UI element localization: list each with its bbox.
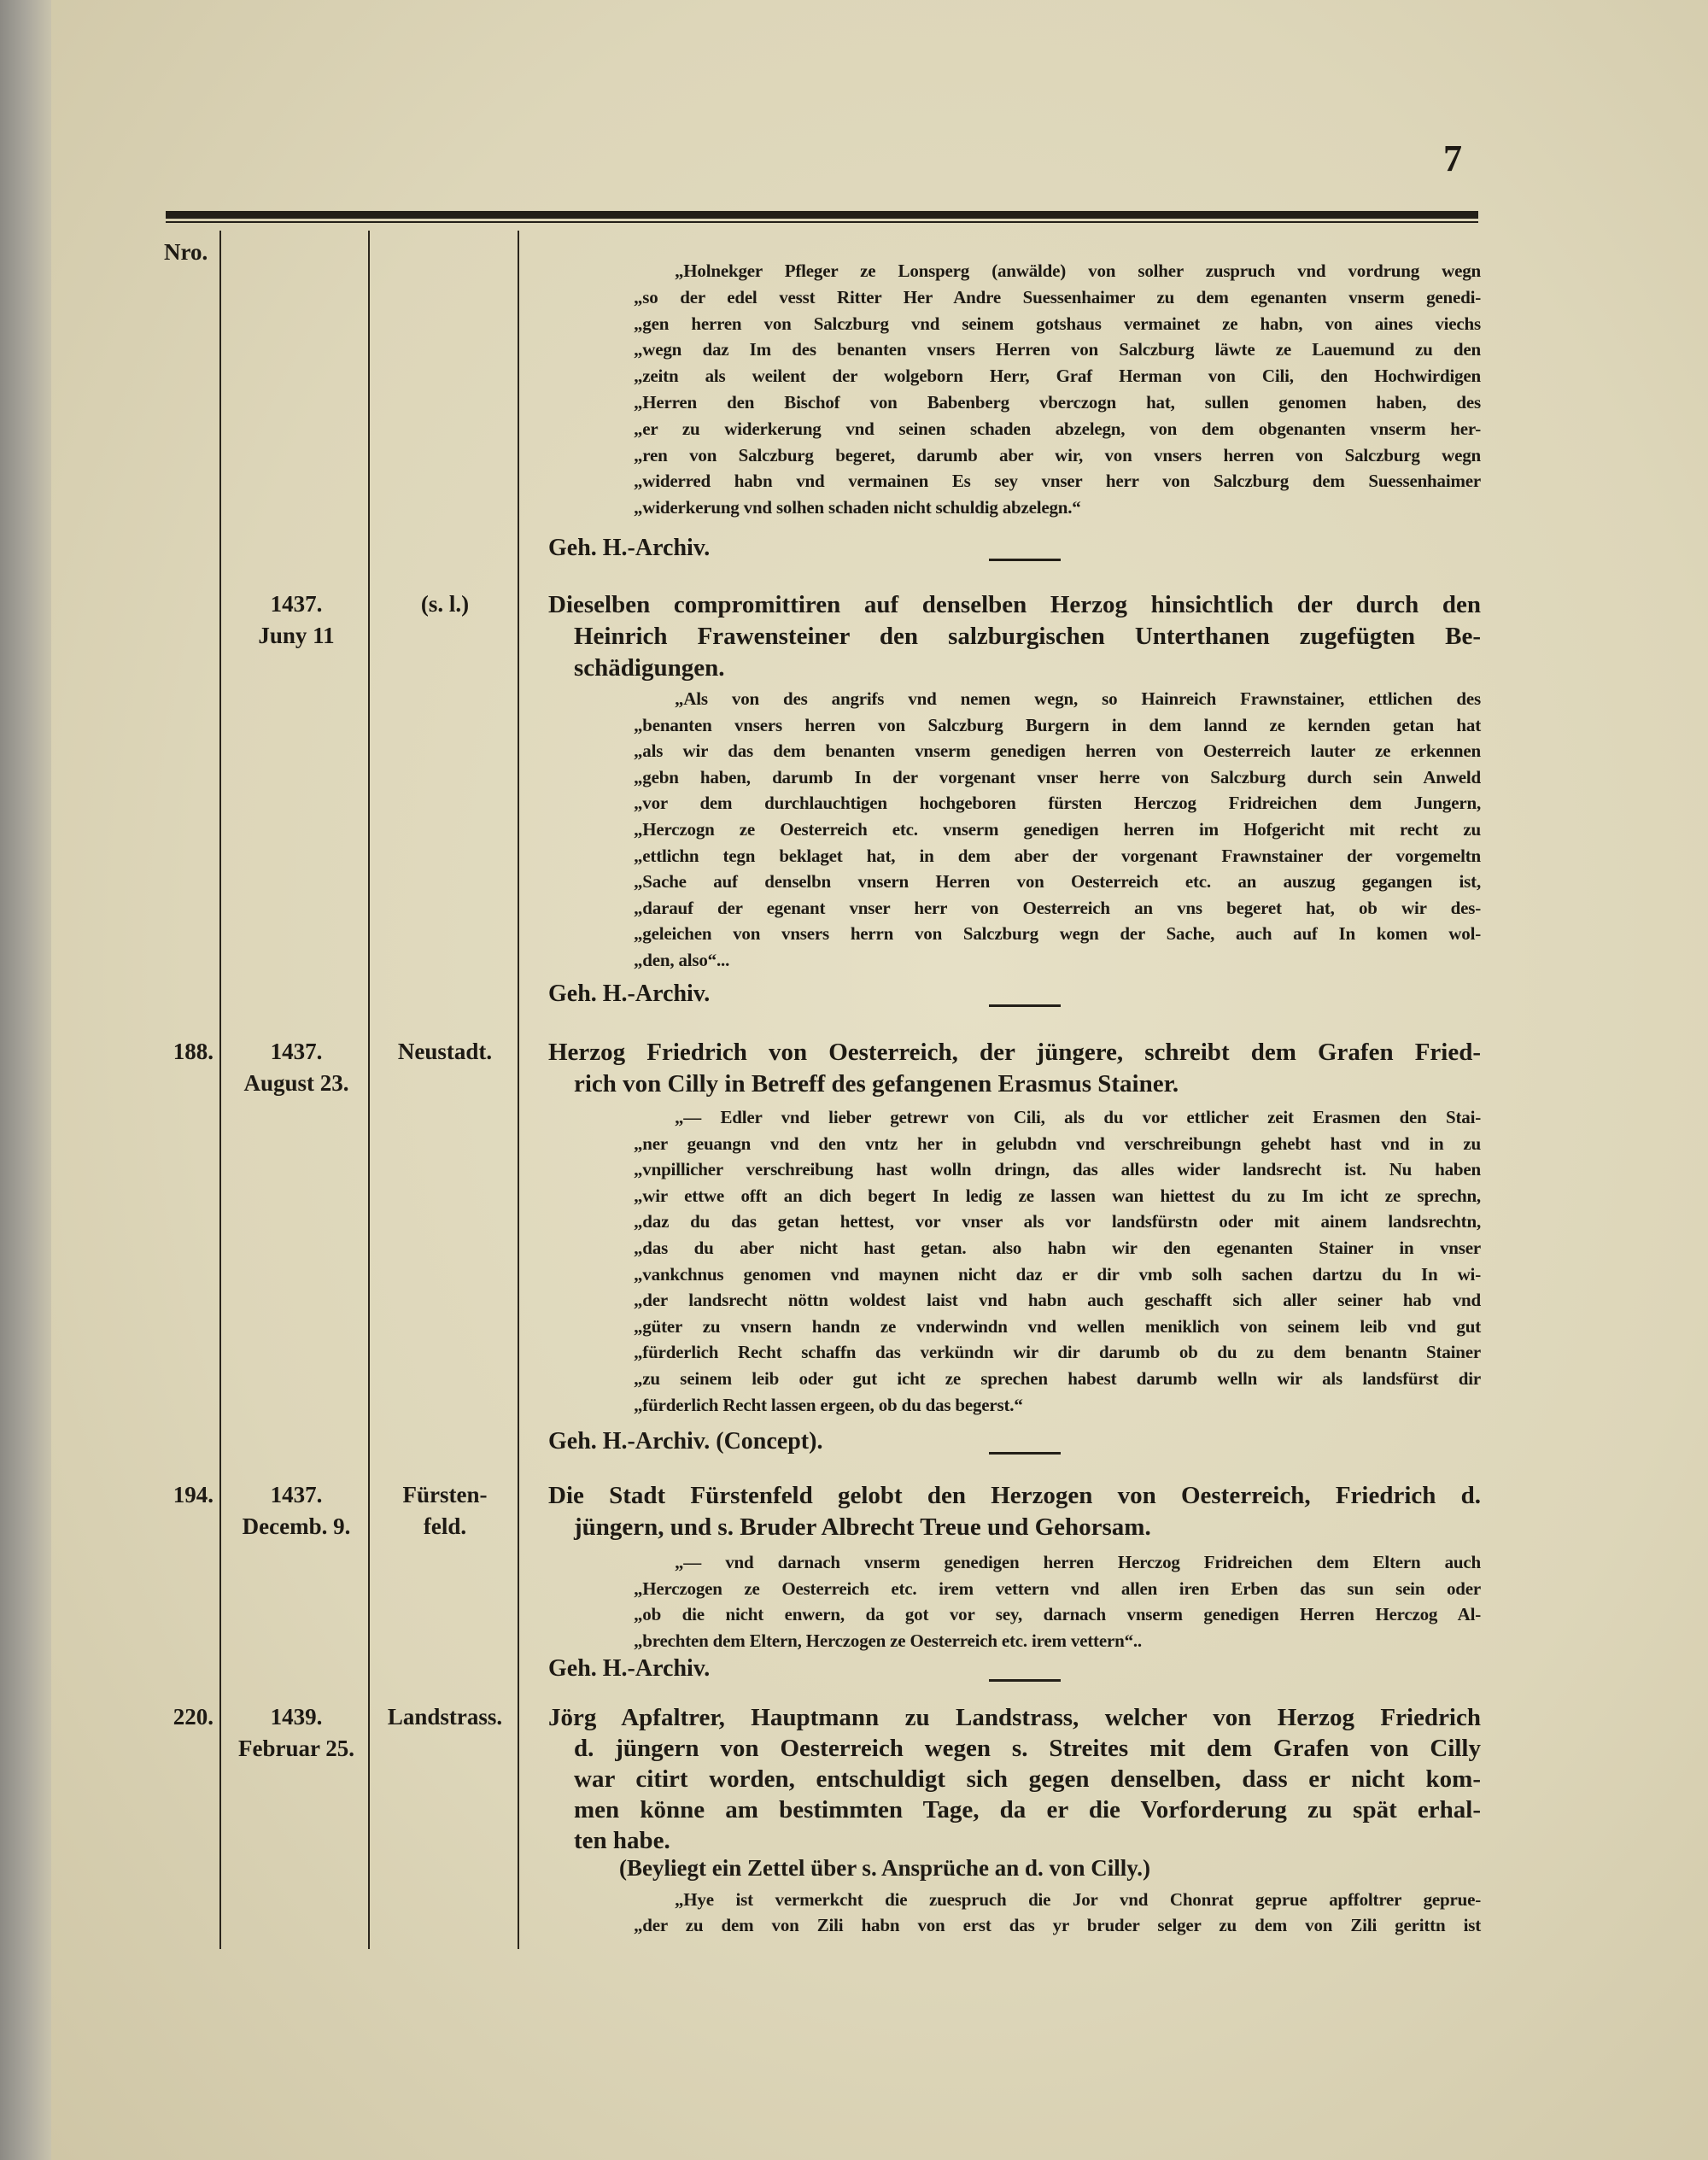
header-rule-thin [166,221,1478,223]
entry-summary-line: d. jüngern von Oesterreich wegen s. Streites mit dem Grafen von Cilly [574,1735,1481,1762]
quote-line: „benanten vnsers herren von Salczburg Burgern in dem lannd ze kernden getan hat [634,714,1481,735]
entry-date: Juny 11 [258,623,335,648]
archive-source: Geh. H.-Archiv. (Concept). [548,1428,823,1455]
entry-date: August 23. [243,1070,349,1096]
quote-line: „vnpillicher verschreibung hast wolln dringn, das alles wider landsrecht ist. Nu haben [634,1159,1481,1180]
archive-source: Geh. H.-Archiv. [548,1655,711,1682]
quote-line: „Als von des angrifs vnd nemen wegn, so Hainreich Frawnstainer, ettlichen des [675,688,1481,709]
entry-number: 194. [173,1482,214,1507]
quote-line: „daz du das getan hettest, vor vnser als vor landsfürstn oder mit ainem landsrechtn, [634,1211,1481,1232]
quote-line: „gen herren von Salczburg vnd seinem gotshaus vermainet ze habn, von aines viechs [634,313,1481,334]
source-rule [989,1004,1061,1007]
quote-line: „wir ettwe offt an dich begert In ledig ze lassen wan hiettest du zu Im icht ze sprechn, [634,1185,1481,1206]
entry-place: Landstrass. [387,1704,503,1730]
entry-summary-line: ten habe. [574,1827,670,1854]
quote-line: „den, also“... [634,950,730,970]
quote-line: „das du aber nicht hast getan. also habn wir den egenanten Stainer in vnser [634,1238,1481,1258]
entry-summary-line: Herzog Friedrich von Oesterreich, der jüngere, schreibt dem Grafen Fried- [548,1039,1481,1066]
entry-place: Neustadt. [397,1039,493,1064]
quote-line: „fürderlich Recht lassen ergeen, ob du das begerst.“ [634,1394,1023,1415]
entry-number: 220. [173,1704,214,1730]
entry-place: (s. l.) [420,591,470,617]
entry-number: 188. [173,1039,214,1064]
entry-date: 1437. [270,1482,323,1507]
entry-place: feld. [423,1513,467,1539]
quote-line: „ob die nicht enwern, da got vor sey, darnach vnserm genedigen Herren Herczog Al- [634,1604,1481,1625]
quote-line: „zeitn als weilent der wolgeborn Herr, Graf Herman von Cili, den Hochwirdigen [634,366,1481,387]
quote-line: „darauf der egenant vnser herr von Oesterreich an vns begeret hat, ob wir des- [634,897,1481,918]
entry-summary-line: rich von Cilly in Betreff des gefangenen Erasmus Stainer. [574,1070,1179,1098]
quote-line: „— vnd darnach vnserm genedigen herren Herczog Fridreichen dem Eltern auch [675,1552,1481,1572]
entry-note: (Beyliegt ein Zettel über s. Ansprüche an d. von Cilly.) [619,1855,1151,1881]
entry-date: Decemb. 9. [242,1513,351,1539]
source-rule [989,1452,1061,1455]
archive-source: Geh. H.-Archiv. [548,535,711,561]
quote-line: „Hye ist vermerkcht die zuespruch die Jor vnd Chonrat geprue apffoltrer geprue- [675,1889,1481,1910]
quote-line: „der landsrecht nöttn woldest laist vnd habn auch geschafft sich aller seiner hab vnd [634,1290,1481,1311]
quote-line: „zu seinem leib oder gut icht ze sprechen habest darumb welln wir als landsfürst dir [634,1368,1481,1389]
quote-line: „Herczogn ze Oesterreich etc. vnserm genedigen herren im Hofgericht mit recht zu [634,819,1481,840]
quote-line: „er zu widerkerung vnd seinen schaden abzelegn, von dem obgenanten vnserm her- [634,418,1481,439]
entry-date: 1437. [270,591,323,617]
quote-line: „als wir das dem benanten vnserm genedigen herren von Oesterreich lauter ze erkennen [634,740,1481,762]
quote-line: „ettlichn tegn beklaget hat, in dem aber der vorgenant Frawnstainer der vorgemeltn [634,845,1481,866]
quote-line: „geleichen von vnsers herrn von Salczburg wegn der Sache, auch auf In komen wol- [634,923,1481,945]
quote-line: „vankchnus genomen vnd maynen nicht daz er dir vmb solh sachen dartzu du In wi- [634,1263,1481,1285]
archive-source: Geh. H.-Archiv. [548,980,711,1007]
column-header-nro: Nro. [164,239,208,265]
quote-line: „ner geuangn vnd den vntz her in gelubdn vnd verschreibungn gehebt hast vnd in zu [634,1133,1481,1154]
entry-summary-line: Dieselben compromittiren auf denselben Herzog hinsichtlich der durch den [548,591,1481,618]
quote-line: „Sache auf denselbn vnsern Herren von Oesterreich etc. an auszug gegangen ist, [634,871,1481,893]
quote-line: „Herczogen ze Oesterreich etc. irem vettern vnd allen iren Erben das sun sein oder [634,1578,1481,1599]
column-divider [219,231,221,1949]
entry-summary-line: war citirt worden, entschuldigt sich gegen denselben, dass er nicht kom- [574,1765,1481,1793]
quote-line: „ren von Salczburg begeret, darumb aber wir, von vnsers herren von Salczburg wegn [634,444,1481,465]
source-rule [989,559,1061,561]
entry-summary-line: men könne am bestimmten Tage, da er die Vorforderung zu spät erhal- [574,1796,1481,1823]
quote-line: „vor dem durchlauchtigen hochgeboren fürsten Herczog Fridreichen dem Jungern, [634,793,1481,814]
quote-line: „Holnekger Pfleger ze Lonsperg (anwälde) von solher zuspruch vnd vordrung wegn [675,260,1481,281]
entry-summary-line: Heinrich Frawensteiner den salzburgischen Unterthanen zugefügten Be- [574,623,1481,650]
book-gutter [0,0,51,2160]
quote-line: „der zu dem von Zili habn von erst das yr bruder selger zu dem von Zili gerittn ist [634,1914,1481,1935]
page-number: 7 [1443,138,1462,179]
quote-line: „wegn daz Im des benanten vnsers Herren von Salczburg läwte ze Lauemund zu den [634,339,1481,360]
column-divider [518,231,519,1949]
source-rule [989,1679,1061,1682]
quote-line: „Herren den Bischof von Babenberg vberczogn hat, sullen genomen haben, des [634,392,1481,413]
entry-summary-line: Die Stadt Fürstenfeld gelobt den Herzogen von Oesterreich, Friedrich d. [548,1482,1481,1509]
quote-line: „widerkerung vnd solhen schaden nicht schuldig abzelegn.“ [634,497,1081,518]
entry-summary-line: Jörg Apfaltrer, Hauptmann zu Landstrass, welcher von Herzog Friedrich [548,1704,1481,1731]
entry-date: 1439. [270,1704,323,1730]
entry-summary-line: jüngern, und s. Bruder Albrecht Treue und Gehorsam. [574,1513,1151,1541]
quote-line: „widerred habn vnd vermainen Es sey vnser herr von Salczburg dem Suessenhaimer [634,471,1481,492]
entry-summary-line: schädigungen. [574,654,725,682]
entry-date: 1437. [270,1039,323,1064]
quote-line: „güter zu vnsern handn ze vnderwindn vnd wellen meniklich von seinem leib vnd gut [634,1315,1481,1337]
entry-date: Februar 25. [238,1736,354,1761]
quote-line: „so der edel vesst Ritter Her Andre Suessenhaimer zu dem egenanten vnserm genedi- [634,286,1481,307]
quote-line: „— Edler vnd lieber getrewr von Cili, als du vor ettlicher zeit Erasmen den Stai- [675,1107,1481,1127]
entry-place: Fürsten- [402,1482,488,1507]
header-rule [166,211,1478,219]
quote-line: „gebn haben, darumb In der vorgenant vnser herre von Salczburg durch sein Anweld [634,766,1481,787]
quote-line: „fürderlich Recht schaffn das verkündn wir dir darumb ob du zu dem benantn Stainer [634,1342,1481,1363]
quote-line: „brechten dem Eltern, Herczogen ze Oesterreich etc. irem vettern“.. [634,1630,1142,1651]
